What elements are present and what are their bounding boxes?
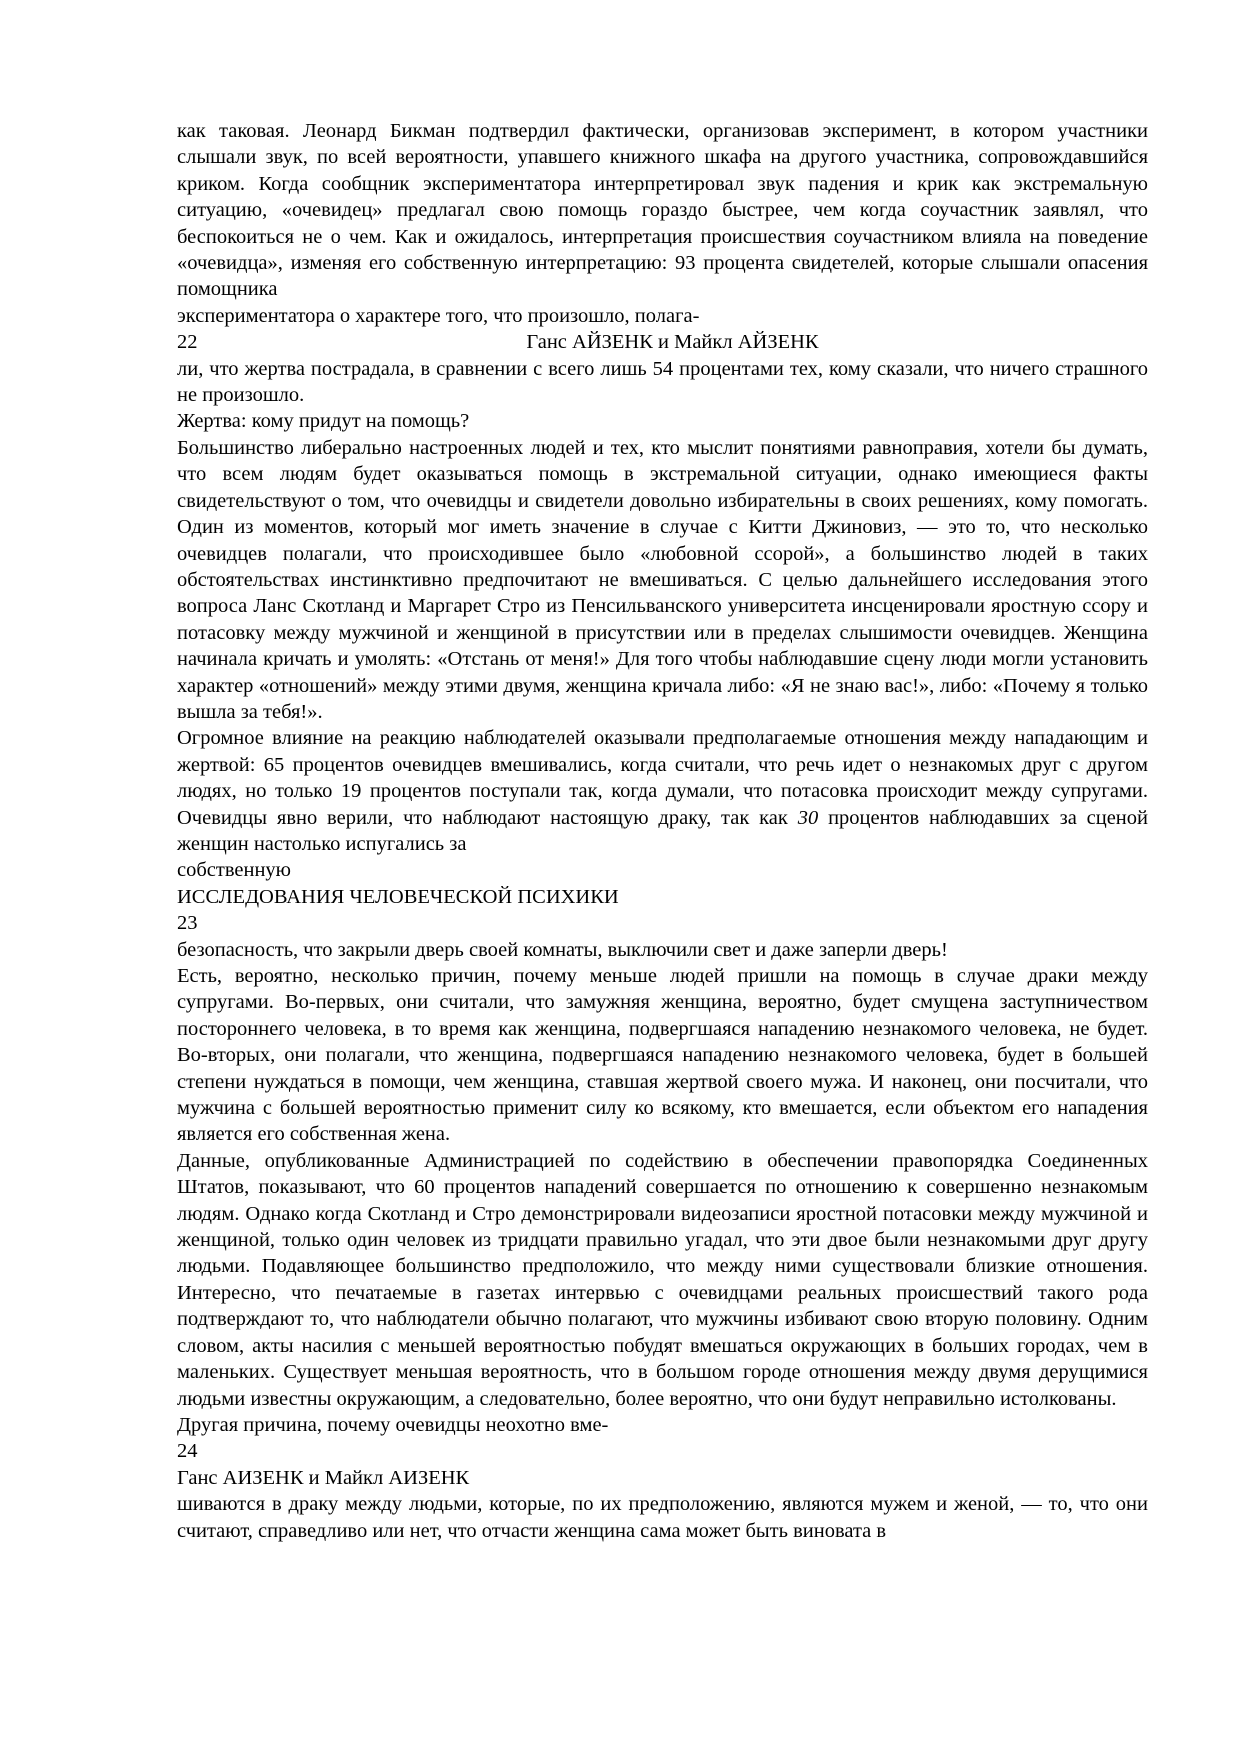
page-number-24: 24: [177, 1440, 198, 1463]
paragraph-observer-reaction-last: собственную: [177, 859, 292, 882]
paragraph-final: шиваются в драку между людьми, которые, по их предположению, являются мужем и женой, — то, что они считают, справедливо или нет, что отчасти женщина сама может быть виновата в: [177, 1493, 1148, 1542]
paragraph-reasons: Есть, вероятно, несколько причин, почему меньше людей пришли на помощь в случае драки между супругами. Во-первых, они считали, что замужняя женщина, вероятно, будет смущена заступничеством постороннего человека, в то время как женщина, подвергшаяся нападению незнакомого человека, не будет. Во-вторых, они полагали, что женщина, подвергшаяся нападению незнакомого человека, будет в большей степени нуждаться в помощи, чем женщина, ставшая жертвой своего мужа. И наконец, они посчитали, что мужчина с большей вероятностью применит силу ко всякому, кто вмешается, если объектом его нападения является его собственная жена.: [177, 965, 1148, 1146]
paragraph-statistics: Данные, опубликованные Администрацией по содействию в обеспечении правопорядка Соединенных Штатов, показывают, что 60 процентов нападений совершается по отношению к совершенно незнакомым людям. Однако когда Скотланд и Стро демонстрировали видеозаписи яростной потасовки между мужчиной и женщиной, только один человек из тридцати правильно угадал, что эти двое были незнакомыми друг другу людьми. Подавляющее большинство предположило, что между ними существовали близкие отношения. Интересно, что печатаемые в газетах интервью с очевидцами реальных происшествий такого рода подтверждают то, что наблюдатели обычно полагают, что мужчины избивают свою вторую половину. Одним словом, акты насилия с меньшей вероятностью побудят вмешаться окружающих в больших городах, чем в маленьких. Существует меньшая вероятность, что в большом городе отношения между двумя дерущимися людьми известны окружающим, а следовательно, более вероятно, что они будут неправильно истолкованы.: [177, 1149, 1148, 1410]
running-header-title: ИССЛЕДОВАНИЯ ЧЕЛОВЕЧЕСКОЙ ПСИХИКИ: [177, 885, 619, 908]
running-header-authors-24: Ганс АИЗЕНК и Майкл АИЗЕНК: [177, 1466, 470, 1489]
paragraph-victim-help: Большинство либерально настроенных людей и тех, кто мыслит понятиями равноправия, хотели бы думать, что всем людям будет оказываться помощь в экстремальной ситуации, однако имеющиеся факты свидетельствуют о том, что очевидцы и свидетели довольно избирательны в своих решениях, кому помогать. Один из моментов, который мог иметь значение в случае с Китти Джиновиз, — это то, что несколько очевидцев полагали, что происходившее было «любовной ссорой», а большинство людей в таких обстоятельствах инстинктивно предпочитают не вмешиваться. С целью дальнейшего исследования этого вопроса Ланс Скотланд и Маргарет Стро из Пенсильванского университета инсценировали яростную ссору и потасовку между мужчиной и женщиной в присутствии или в пределах слышимости очевидцев. Женщина начинала кричать и умолять: «Отстань от меня!» Для того чтобы наблюдавшие сцену люди могли установить характер «отношений» между этими двумя, женщина кричала либо: «Я не знаю вас!», либо: «Почему я только вышла за тебя!».: [177, 436, 1148, 723]
running-header-authors: Ганс АЙЗЕНК и Майкл АЙЗЕНК: [526, 331, 819, 354]
section-subheading: Жертва: кому придут на помощь?: [177, 410, 470, 433]
paragraph-after-22: ли, что жертва пострадала, в сравнении с всего лишь 54 процентами тех, кому сказали, что ничего страшного не произошло.: [177, 357, 1148, 407]
italic-number: 30: [797, 806, 819, 829]
paragraph-intro-last-line: экспериментатора о характере того, что произошло, полага-: [177, 304, 700, 327]
page-number-22: 22: [177, 331, 198, 354]
document-page: [177, 118, 1148, 1544]
paragraph-after-23: безопасность, что закрыли дверь своей комнаты, выключили свет и даже заперли дверь!: [177, 938, 948, 961]
paragraph-another-reason: Другая причина, почему очевидцы неохотно вме-: [177, 1413, 609, 1436]
running-header-page-22: [177, 329, 1148, 355]
paragraph-observer-reaction: Огромное влияние на реакцию наблюдателей оказывали предполагаемые отношения между нападающим и жертвой: 65 процентов очевидцев вмешивались, когда считали, что речь идет о незнакомых друг с другом людях, но только 19 процентов поступали так, когда думали, что потасовка происходит между супругами. Очевидцы явно верили, что наблюдают настоящую драку, так как 30 процентов наблюдавших за сценой женщин настолько испугались за: [177, 727, 1148, 855]
page-number-23: 23: [177, 912, 198, 935]
paragraph-intro: как таковая. Леонард Бикман подтвердил фактически, организовав эксперимент, в котором участники слышали звук, по всей вероятности, упавшего книжного шкафа на другого участника, сопровождавшийся криком. Когда сообщник экспериментатора интерпретировал звук падения и крик как экстремальную ситуацию, «очевидец» предлагал свою помощь гораздо быстрее, чем когда соучастник заявлял, что беспокоиться не о чем. Как и ожидалось, интерпретация происшествия соучастником влияла на поведение «очевидца», изменяя его собственную интерпретацию: 93 процента свидетелей, которые слышали опасения помощника: [177, 120, 1148, 301]
